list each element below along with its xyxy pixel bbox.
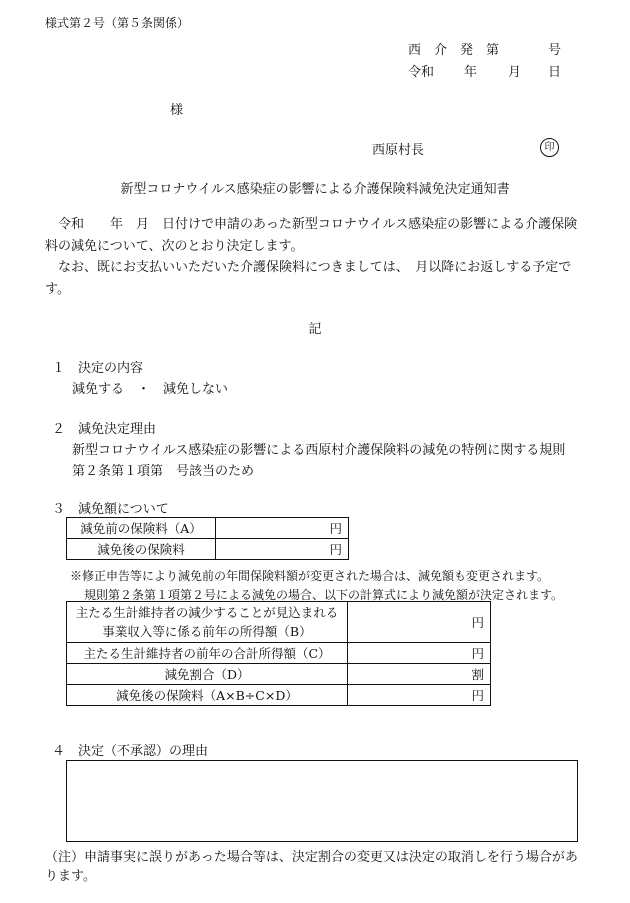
- table-label: 減免後の保険料（A×B÷C×D）: [67, 685, 348, 706]
- issue-date: [408, 61, 562, 80]
- table-label-line: 事業収入等に係る前年の所得額（B）: [102, 624, 312, 639]
- amount-field: 円: [348, 602, 491, 643]
- body-paragraph-1: 令和 年 月 日付けで申請のあった新型コロナウイルス感染症の影響による介護保険料の減免について、次のとおり決定します。: [45, 217, 578, 254]
- calculation-table: [66, 601, 491, 706]
- table-row: [67, 664, 491, 685]
- date-era: 令和: [408, 65, 435, 80]
- amount-field: 割: [348, 664, 491, 685]
- table-label: [67, 602, 348, 643]
- recipient-suffix: 様: [170, 103, 184, 118]
- ki-heading: 記: [308, 322, 322, 337]
- note-formula: 規則第２条第１項第２号による減免の場合、以下の計算式により減免額が決定されます。: [84, 588, 564, 602]
- date-day: 日: [548, 65, 562, 80]
- amount-field: 円: [348, 685, 491, 706]
- section-4-heading: ４ 決定（不承認）の理由: [52, 744, 209, 759]
- section-1-heading: １ 決定の内容: [52, 361, 144, 376]
- amount-field: 円: [216, 539, 349, 560]
- rejection-reason-box: [66, 760, 578, 842]
- table-row: [67, 602, 491, 643]
- document-number: [408, 39, 562, 58]
- issuer-name: 西原村長: [372, 143, 425, 158]
- table-label-line: 主たる生計維持者の減少することが見込まれる: [75, 605, 339, 620]
- document-number-suffix: 号: [548, 43, 562, 58]
- table-label: 減免後の保険料: [67, 539, 216, 560]
- section-2-heading: ２ 減免決定理由: [52, 422, 157, 437]
- note-revision: ※修正申告等により減免前の年間保険料額が変更された場合は、減免額も変更されます。: [70, 569, 550, 583]
- table-label: 減免前の保険料（A）: [67, 518, 216, 539]
- footnote: （注）申請事実に誤りがあった場合等は、決定割合の変更又は決定の取消しを行う場合があります。: [45, 850, 578, 884]
- amount-field: 円: [216, 518, 349, 539]
- body-paragraph-2: なお、既にお支払いいただいた介護保険料につきましては、 月以降にお返しする予定です。: [45, 260, 572, 297]
- amount-field: 円: [348, 643, 491, 664]
- form-number: 様式第２号（第５条関係）: [45, 16, 190, 30]
- document-number-prefix: 西 介 発 第: [408, 43, 500, 58]
- table-label: 減免割合（D）: [67, 664, 348, 685]
- reason-rule-line-2: 第２条第１項第 号該当のため: [72, 464, 255, 479]
- document-title: 新型コロナウイルス感染症の影響による介護保険料減免決定通知書: [120, 182, 510, 197]
- section-3-heading: ３ 減免額について: [52, 502, 169, 517]
- reduction-amount-table: [66, 517, 349, 560]
- table-row: [67, 518, 349, 539]
- reason-rule-line-1: 新型コロナウイルス感染症の影響による西原村介護保険料の減免の特例に関する規則: [72, 443, 566, 458]
- seal-mark: 印: [540, 138, 559, 157]
- table-label: 主たる生計維持者の前年の合計所得額（C）: [67, 643, 348, 664]
- table-row: [67, 685, 491, 706]
- table-row: [67, 643, 491, 664]
- table-row: [67, 539, 349, 560]
- date-year: 年: [464, 65, 478, 80]
- decision-options: 減免する ・ 減免しない: [72, 382, 229, 397]
- date-month: 月: [508, 65, 522, 80]
